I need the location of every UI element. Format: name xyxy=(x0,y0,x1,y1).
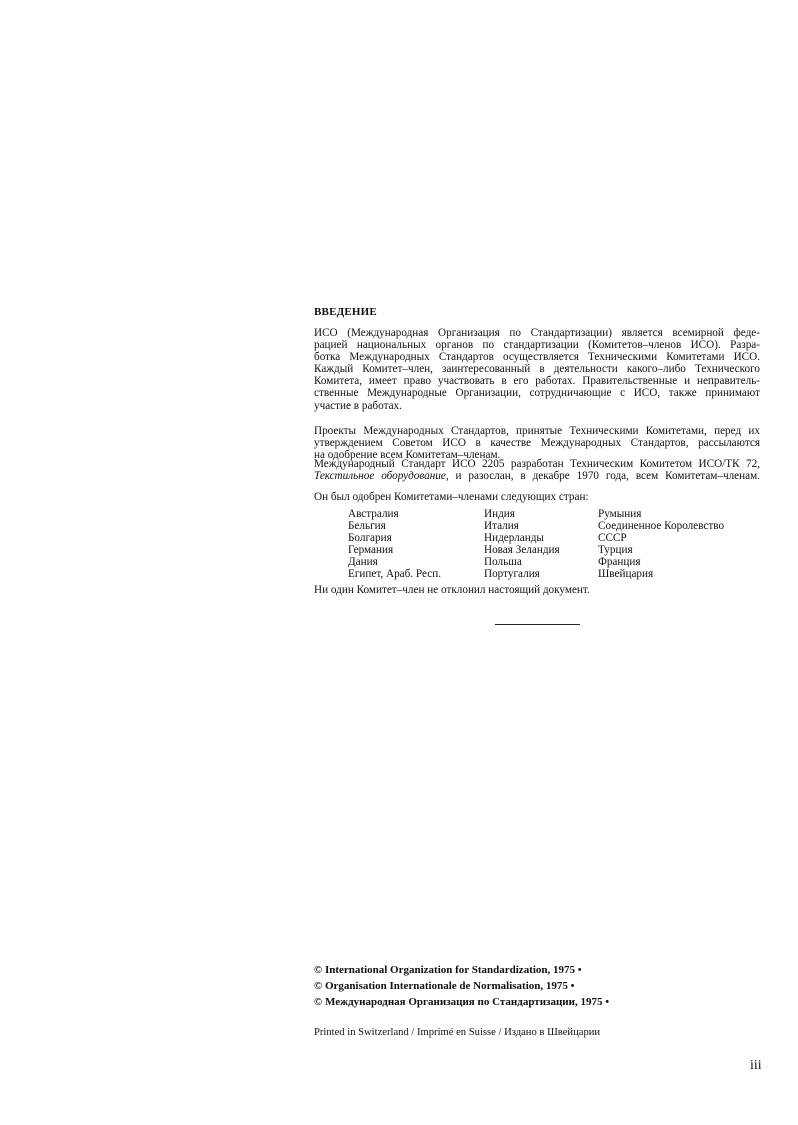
printed-note: Printed in Switzerland / Imprimé en Suisse / Издано в Швейцарии xyxy=(314,1027,601,1038)
country: Нидерланды xyxy=(484,532,544,544)
text-line: ботка Международных Стандартов осуществляется Техническими Комитетами ИСО. xyxy=(314,351,760,364)
country: Румыния xyxy=(598,508,642,520)
country: Португалия xyxy=(484,568,540,580)
divider xyxy=(495,624,580,625)
text-line xyxy=(314,470,760,482)
text-line: Ни один Комитет–член не отклонил настоящий документ. xyxy=(314,584,590,596)
country: Турция xyxy=(598,544,633,556)
country: Бельгия xyxy=(348,520,386,532)
text-line: Международный Стандарт ИСО 2205 разработан Техническим Комитетом ИСО/ТК 72, xyxy=(314,458,760,470)
country: Франция xyxy=(598,556,641,568)
text-line: ственные Международные Организации, сотрудничающие с ИСО, также принимают xyxy=(314,387,760,400)
country: Египет, Араб. Респ. xyxy=(348,568,441,580)
country: Швейцария xyxy=(598,568,654,580)
no-objection xyxy=(314,584,760,596)
paragraph-standard xyxy=(314,458,760,482)
page-number: iii xyxy=(750,1058,762,1073)
country: Болгария xyxy=(348,532,392,544)
country: Австралия xyxy=(348,508,399,520)
section-heading: ВВЕДЕНИЕ xyxy=(314,306,377,318)
text-line: Проекты Международных Стандартов, принятые Техническими Комитетами, перед их xyxy=(314,425,760,437)
text-line: Каждый Комитет–член, заинтересованный в деятельности какого–либо Технического xyxy=(314,363,760,376)
country: Германия xyxy=(348,544,394,556)
country: Соединенное Королевство xyxy=(598,520,725,532)
text-line: на одобрение всем Комитетам–членам. xyxy=(314,449,501,462)
text-line: ИСО (Международная Организация по Стандартизации) является всемирной феде- xyxy=(314,327,760,339)
country: Польша xyxy=(484,556,522,568)
country-column xyxy=(598,508,724,580)
country: Новая Зеландия xyxy=(484,544,560,556)
copyright-fr: © Organisation Internationale de Normalisation, 1975 • xyxy=(314,980,575,992)
text-line: рацией национальных органов по стандартизации (Комитетов–членов ИСО). Разра- xyxy=(314,339,760,352)
country-column xyxy=(348,508,441,580)
country: СССР xyxy=(598,532,627,544)
text-line: утверждением Советом ИСО в качестве Международных Стандартов, рассылаются xyxy=(314,437,760,450)
text-line: участие в работах. xyxy=(314,399,402,412)
committee-title: Текстильное оборудование xyxy=(314,470,446,483)
country: Италия xyxy=(484,520,519,532)
copyright-ru: © Международная Организация по Стандартизации, 1975 • xyxy=(314,996,610,1008)
country: Дания xyxy=(348,556,378,568)
approved-intro xyxy=(314,491,760,503)
country: Индия xyxy=(484,508,515,520)
text-line: Он был одобрен Комитетами–членами следующих стран: xyxy=(314,491,589,503)
paragraph-drafts xyxy=(314,425,760,461)
copyright-en: © International Organization for Standardization, 1975 • xyxy=(314,964,582,976)
text-fragment: , и разослан, в декабре 1970 года, всем Комитетам–членам. xyxy=(445,470,760,483)
country-column xyxy=(484,508,560,580)
paragraph-intro xyxy=(314,327,760,412)
text-line: Комитета, имеет право участвовать в его работах. Правительственные и неправитель- xyxy=(314,375,760,388)
